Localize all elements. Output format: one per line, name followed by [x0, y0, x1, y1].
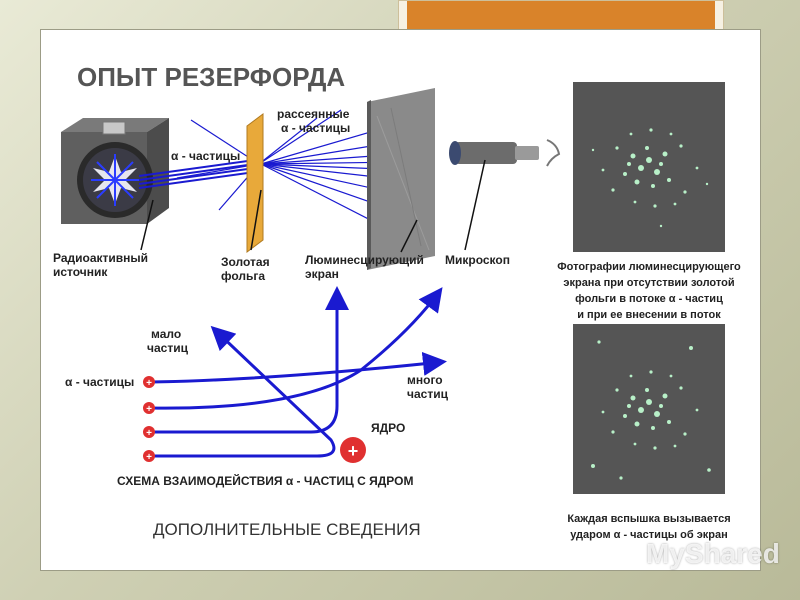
photo-caption-3: фольги в потоке α - частиц — [575, 293, 723, 305]
plus-sign-4: + — [146, 452, 152, 463]
flash-caption-1: Каждая вспышка вызывается — [567, 513, 731, 525]
label-many-2: частиц — [407, 387, 448, 401]
photo-caption-2: экрана при отсутствии золотой — [563, 277, 735, 289]
label-scattered-1: рассеянные — [277, 107, 350, 121]
photo-caption-1: Фотографии люминесцирующего — [557, 261, 741, 273]
watermark-text: MyShared — [646, 538, 780, 569]
slide-panel — [40, 29, 761, 571]
label-source-1: Радиоактивный — [53, 251, 149, 265]
label-source-2: источник — [53, 265, 108, 279]
title: ОПЫТ РЕЗЕРФОРДА — [77, 62, 346, 92]
label-nucleus: ЯДРО — [371, 421, 406, 435]
screen-photo-top — [573, 82, 725, 252]
flash-caption-2: ударом α - частицы об экран — [570, 529, 728, 541]
label-alpha-left: α - частицы — [65, 375, 135, 389]
label-few-2: частиц — [147, 341, 188, 355]
rutherford-diagram — [41, 30, 762, 572]
microscope — [449, 140, 559, 166]
watermark-icon — [614, 545, 640, 569]
additional-info: ДОПОЛНИТЕЛЬНЫЕ СВЕДЕНИЯ — [153, 520, 421, 539]
label-foil-1: Золотая — [221, 255, 270, 269]
photo-caption-4: и при ее внесении в поток — [577, 309, 721, 321]
gold-foil — [247, 114, 263, 252]
luminescent-screen — [367, 88, 435, 270]
scheme-caption: СХЕМА ВЗАИМОДЕЙСТВИЯ α - ЧАСТИЦ С ЯДРОМ — [117, 474, 414, 488]
label-many-1: много — [407, 373, 443, 387]
label-microscope: Микроскоп — [445, 253, 510, 267]
label-foil-2: фольга — [221, 269, 266, 283]
plus-sign-3: + — [146, 428, 152, 439]
label-screen-1: Люминесцирующий — [305, 253, 424, 267]
nucleus-plus: + — [347, 441, 359, 461]
label-few-1: мало — [151, 327, 182, 341]
label-scattered-2: α - частицы — [281, 121, 351, 135]
screen-photo-bottom — [573, 324, 725, 494]
plus-sign-2: + — [146, 404, 152, 415]
label-screen-2: экран — [305, 267, 339, 281]
label-alpha-top: α - частицы — [171, 149, 241, 163]
plus-sign-1: + — [146, 378, 152, 389]
source-inner-arrows — [91, 154, 139, 206]
